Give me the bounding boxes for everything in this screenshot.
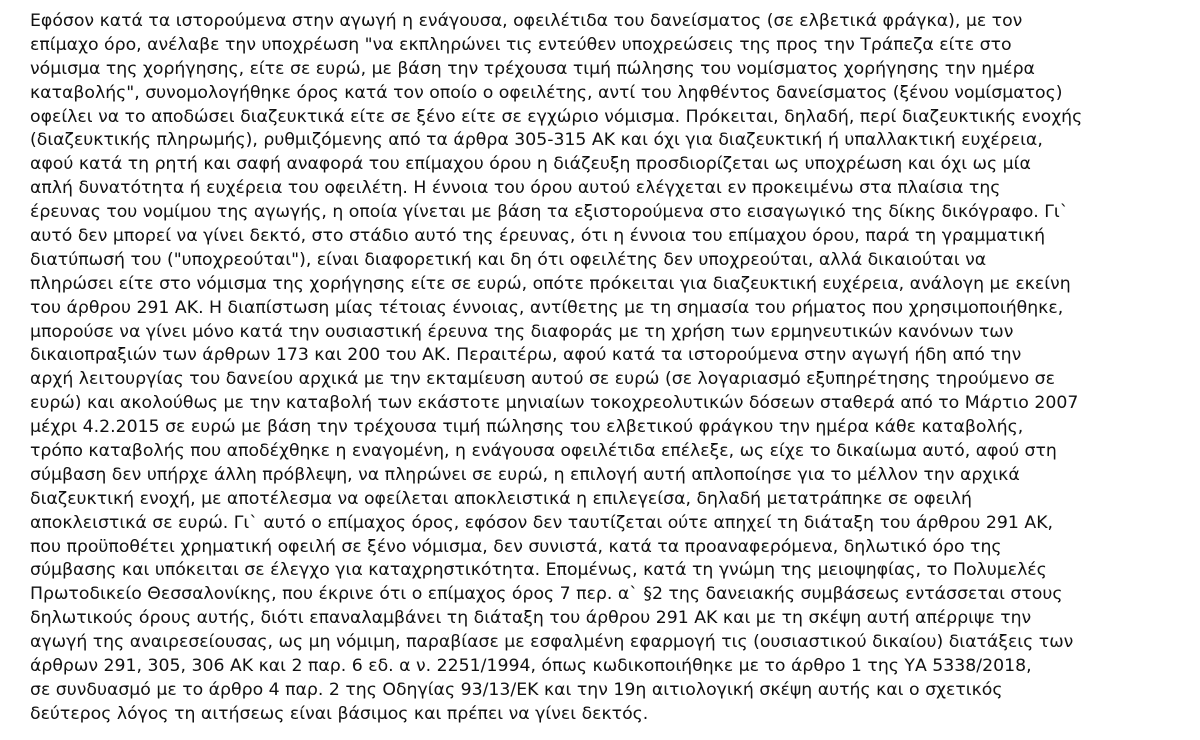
clipped-previous-line	[30, 0, 1190, 4]
text-line-23: που προϋποθέτει χρηματική οφειλή σε ξένο νόμισμα, δεν συνιστά, κατά τα προαναφερόμενα, δηλωτικό όρο της	[30, 536, 1002, 557]
text-line-9: έρευνας του νομίμου της αγωγής, η οποία γίνεται με βάση τα εξιστορούμενα στο εισαγωγικό της δίκης δικόγραφο. Γι`	[30, 202, 1069, 223]
text-line-15: δικαιοπραξιών των άρθρων 173 και 200 του ΑΚ. Περαιτέρω, αφού κατά τα ιστορούμενα στην αγωγή ήδη από την	[30, 345, 1022, 366]
text-line-29: σε συνδυασμό με το άρθρο 4 παρ. 2 της Οδηγίας 93/13/ΕΚ και την 19η αιτιολογική σκέψη αυτής και ο σχετικός	[30, 679, 1003, 700]
text-line-21: διαζευκτική ενοχή, με αποτέλεσμα να οφείλεται αποκλειστικά η επιλεγείσα, δηλαδή μετατράπηκε σε οφειλή	[30, 488, 973, 509]
text-line-18: μέχρι 4.2.2015 σε ευρώ με βάση την τρέχουσα τιμή πώλησης του ελβετικού φράγκου την ημέρα κάθε καταβολής,	[30, 417, 1024, 438]
text-line-1: Εφόσον κατά τα ιστορούμενα στην αγωγή η ενάγουσα, οφειλέτιδα του δανείσματος (σε ελβετικά φράγκα), με τον	[30, 11, 1023, 31]
text-line-14: μπορούσε να γίνει μόνο κατά την ουσιαστική έρευνα της διαφοράς με τη χρήση των ερμηνευτικών κανόνων των	[30, 321, 1014, 342]
text-line-12: πληρώσει είτε στο νόμισμα της χορήγησης είτε σε ευρώ, οπότε πρόκειται για διαζευκτική ευχέρεια, ανάλογη με εκείνη	[30, 273, 1071, 294]
text-line-3: νόμισμα της χορήγησης, είτε σε ευρώ, με βάση την τρέχουσα τιμή πώλησης του νομίσματος χορήγησης την ημέρα	[30, 58, 1035, 79]
text-line-7: αφού κατά τη ρητή και σαφή αναφορά του επίμαχου όρου η διάζευξη προσδιορίζεται ως υποχρέωση και όχι ως μία	[30, 154, 1031, 175]
text-line-4: καταβολής", συνομολογήθηκε όρος κατά τον οποίο ο οφειλέτης, αντί του ληφθέντος δανείσματος (ξένου νομίσματος)	[30, 82, 1063, 103]
text-line-27: αγωγή της αναιρεσείουσας, ως μη νόμιμη, παραβίασε με εσφαλμένη εφαρμογή τις (ουσιαστικού δικαίου) διατάξεις των	[30, 632, 1074, 653]
text-line-6: (διαζευκτικής πληρωμής), ρυθμιζόμενης από τα άρθρα 305-315 ΑΚ και όχι για διαζευκτική ή υπαλλακτική ευχέρεια,	[30, 130, 1043, 151]
text-line-5: οφείλει να το αποδώσει διαζευκτικά είτε σε ξένο είτε σε εγχώριο νόμισμα. Πρόκειται, δηλαδή, περί διαζευκτικής ενοχής	[30, 106, 1083, 127]
text-line-13: του άρθρου 291 ΑΚ. Η διαπίστωση μίας τέτοιας έννοιας, αντίθετης με τη σημασία του ρήματος που χρησιμοποιήθηκε,	[30, 297, 1064, 318]
text-line-28: άρθρων 291, 305, 306 ΑΚ και 2 παρ. 6 εδ. α ν. 2251/1994, όπως κωδικοποιήθηκε με το άρθρο 1 της ΥΑ 5338/2018,	[30, 656, 1032, 677]
text-line-20: σύμβαση δεν υπήρχε άλλη πρόβλεψη, να πληρώνει σε ευρώ, η επιλογή αυτή απλοποίησε για το μέλλον την αρχικά	[30, 464, 1020, 485]
text-line-17: ευρώ) και ακολούθως με την καταβολή των εκάστοτε μηνιαίων τοκοχρεολυτικών δόσεων σταθερά από το Μάρτιο 2007	[30, 393, 1079, 414]
text-line-10: αυτό δεν μπορεί να γίνει δεκτό, στο στάδιο αυτό της έρευνας, ότι η έννοια του επίμαχου όρου, παρά τη γραμματική	[30, 226, 1046, 247]
text-line-11: διατύπωσή του ("υποχρεούται"), είναι διαφορετική και δη ότι οφειλέτης δεν υποχρεούται, αλλά δικαιούται να	[30, 249, 987, 270]
text-line-26: δηλωτικούς όρους αυτής, διότι επαναλαμβάνει τη διάταξη του άρθρου 291 ΑΚ και με τη σκέψη αυτή απέρριψε την	[30, 608, 1032, 629]
text-line-24: σύμβασης και υπόκειται σε έλεγχο για καταχρηστικότητα. Επομένως, κατά τη γνώμη της μειοψηφίας, το Πολυμελές	[30, 560, 1047, 581]
text-line-19: τρόπο καταβολής που αποδέχθηκε η εναγομένη, η ενάγουσα οφειλέτιδα επέλεξε, ως είχε το δικαίωμα αυτό, αφού στη	[30, 441, 1057, 462]
text-line-22: αποκλειστικά σε ευρώ. Γι` αυτό ο επίμαχος όρος, εφόσον δεν ταυτίζεται ούτε απηχεί τη διάταξη του άρθρου 291 ΑΚ,	[30, 512, 1054, 533]
text-line-25: Πρωτοδικείο Θεσσαλονίκης, που έκρινε ότι ο επίμαχος όρος 7 περ. α` §2 της δανειακής συμβάσεως εντάσσεται στους	[30, 584, 1063, 605]
text-line-16: αρχή λειτουργίας του δανείου αρχικά με την εκταμίευση αυτού σε ευρώ (σε λογαριασμό εξυπηρέτησης τηρούμενο σε	[30, 369, 1055, 390]
text-line-2: επίμαχο όρο, ανέλαβε την υποχρέωση "να εκπληρώνει τις εντεύθεν υποχρεώσεις της προς την Τράπεζα είτε στο	[30, 34, 1012, 55]
clipped-text-fragment	[30, 0, 450, 4]
document-body	[30, 10, 1190, 727]
text-line-30: δεύτερος λόγος τη αιτήσεως είναι βάσιμος και πρέπει να γίνει δεκτός.	[30, 703, 649, 724]
text-line-8: απλή δυνατότητα ή ευχέρεια του οφειλέτη. Η έννοια του όρου αυτού ελέγχεται εν προκειμένω στα πλαίσια της	[30, 178, 1001, 199]
